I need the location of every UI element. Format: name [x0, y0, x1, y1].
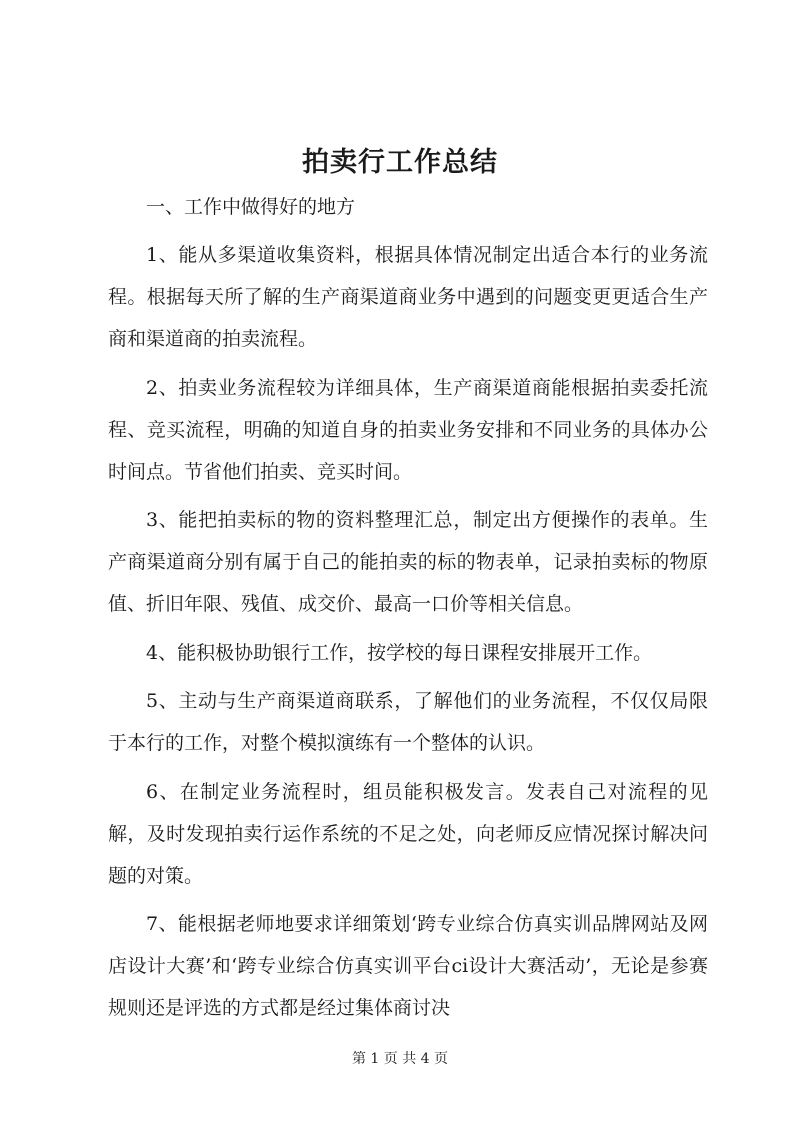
paragraph-1: 1、能从多渠道收集资料，根据具体情况制定出适合本行的业务流程。根据每天所了解的生产商渠道商业务中遇到的问题变更更适合生产商和渠道商的拍卖流程。 [108, 244, 708, 350]
document-body [108, 186, 708, 1036]
paragraph-4: 4、能积极协助银行工作，按学校的每日课程安排展开工作。 [146, 641, 653, 664]
section-heading: 一、工作中做得好的地方 [146, 196, 356, 218]
paragraph-6: 6、在制定业务流程时，组员能积极发言。发表自己对流程的见解，及时发现拍卖行运作系统的不足之处，向老师反应情况探讨解决问题的对策。 [108, 780, 708, 887]
paragraph-5: 5、主动与生产商渠道商联系，了解他们的业务流程，不仅仅局限于本行的工作，对整个模拟演练有一个整体的认识。 [108, 690, 708, 754]
document-title: 拍卖行工作总结 [302, 147, 498, 178]
paragraph-2: 2、拍卖业务流程较为详细具体，生产商渠道商能根据拍卖委托流程、竞买流程，明确的知道自身的拍卖业务安排和不同业务的具体办公时间点。节省他们拍卖、竞买时间。 [108, 376, 708, 483]
page-footer: 第 1 页 共 4 页 [351, 1051, 449, 1067]
paragraph-3: 3、能把拍卖标的物的资料整理汇总，制定出方便操作的表单。生产商渠道商分别有属于自己的能拍卖的标的物表单，记录拍卖标的物原值、折旧年限、残值、成交价、最高一口价等相关信息。 [108, 509, 708, 615]
paragraph-7: 7、能根据老师地要求详细策划‘跨专业综合仿真实训品牌网站及网店设计大赛’和‘跨专业综合仿真实训平台ci设计大赛活动’，无论是参赛规则还是评选的方式都是经过集体商讨决 [108, 913, 708, 1019]
